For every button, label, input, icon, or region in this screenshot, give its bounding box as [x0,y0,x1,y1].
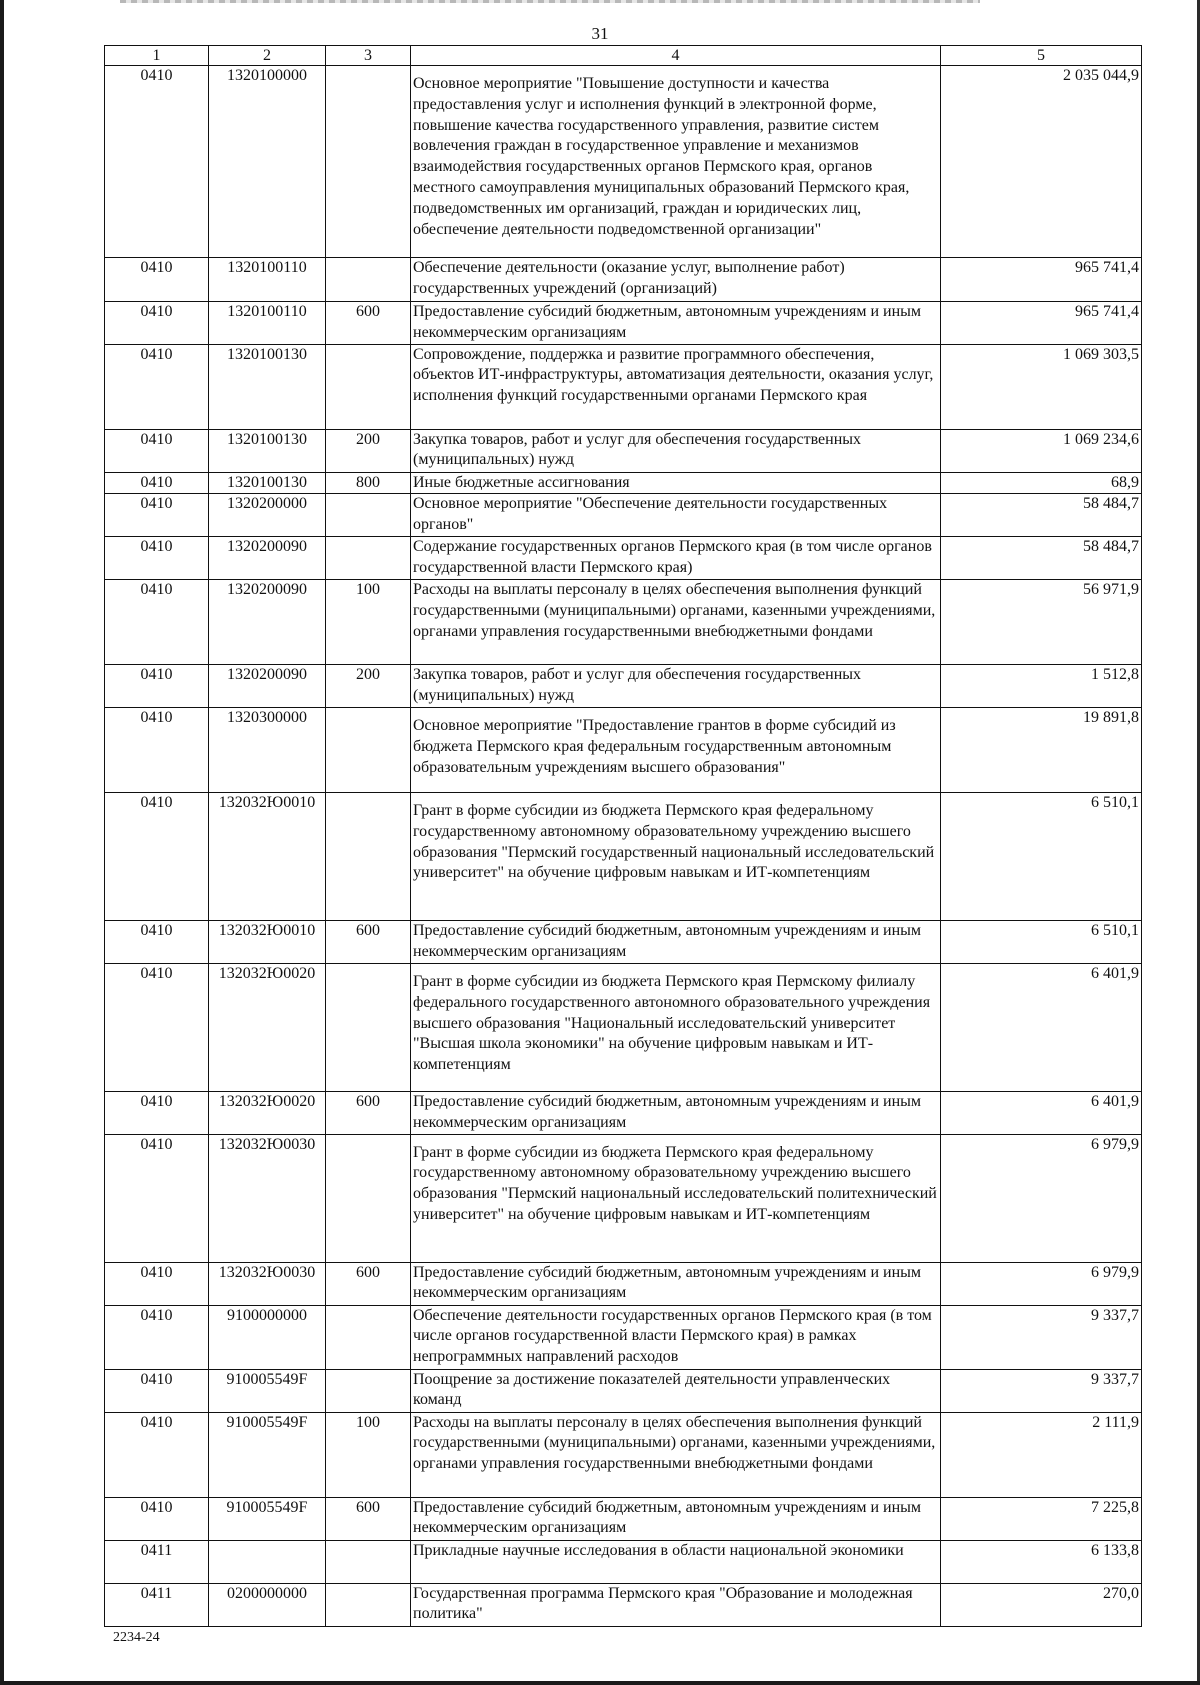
amount-cell [941,302,1142,345]
description: Обеспечение деятельности (оказание услуг, выполнение работ) государственных учреждений (организаций) [413,259,845,297]
amount-cell [941,344,1142,429]
amount: 58 484,7 [1083,495,1139,513]
section-code: 0410 [140,1135,173,1153]
section-code: 0410 [140,964,173,982]
scan-artifact-top [120,0,980,3]
section-code: 0411 [140,1541,173,1559]
section-code-cell [105,66,209,258]
description-cell [411,1305,941,1369]
amount: 6 979,9 [1091,1135,1139,1153]
amount-cell [941,258,1142,302]
amount-cell [941,1540,1142,1583]
table-row [105,792,1142,920]
expense-type-code-cell [326,1091,411,1134]
amount: 9 337,7 [1091,1370,1139,1388]
table-row [105,1134,1142,1262]
section-code-cell [105,344,209,429]
expense-type-code-cell [326,66,411,258]
target-article-code-cell [209,1305,326,1369]
section-code-cell [105,1134,209,1262]
section-code-cell [105,258,209,302]
description: Предоставление субсидий бюджетным, автономным учреждениям и иным некоммерческим организациям [413,1263,922,1302]
table-row [105,66,1142,258]
table-row [105,1540,1142,1583]
expense-type-code-cell [326,472,411,494]
description-cell [411,1134,941,1262]
expense-type-code-cell [326,580,411,665]
table-row [105,1583,1142,1626]
section-code: 0410 [140,793,173,811]
section-code: 0410 [140,67,173,84]
amount-cell [941,494,1142,537]
description: Предоставление субсидий бюджетным, автономным учреждениям и иным некоммерческим организациям [413,1092,922,1131]
amount: 6 510,1 [1091,793,1139,811]
section-code: 0410 [140,666,173,684]
scan-edge-left [0,0,4,1685]
section-code: 0410 [140,1413,173,1431]
table-row [105,920,1142,963]
description: Грант в форме субсидии из бюджета Пермского края Пермскому филиалу федерального государственного автономного образовательного учреждения высшего образования "Национальный исследовательский университет "Высшая школа экономики" на обучение цифровым навыкам и ИТ-компетенциям [413,972,931,1074]
section-code: 0410 [140,473,173,491]
description: Прикладные научные исследования в области национальной экономики [413,1541,904,1559]
expense-type-code-cell [326,537,411,580]
table-row [105,258,1142,302]
target-article-code-cell [209,1412,326,1497]
description-cell [411,258,941,302]
target-article-code-cell [209,537,326,580]
amount-cell [941,963,1142,1091]
target-article-code: 132032Ю0030 [218,1135,316,1153]
page-number: 31 [591,24,609,43]
section-code-cell [105,665,209,708]
description-cell [411,66,941,258]
description-cell [411,472,941,494]
section-code-cell [105,1262,209,1305]
expense-type-code-cell [326,344,411,429]
section-code-cell [105,1369,209,1412]
table-row [105,580,1142,665]
description-cell [411,1369,941,1412]
amount: 270,0 [1103,1584,1139,1602]
description: Расходы на выплаты персоналу в целях обеспечения выполнения функций государственными (муниципальными) органами, казенными учреждениями, органами управления государственными внебюджетными фондами [413,581,936,640]
expense-type-code-cell [326,494,411,537]
section-code-cell [105,1091,209,1134]
target-article-code-cell [209,665,326,708]
expense-type-code-cell [326,258,411,302]
expense-type-code-cell [326,1134,411,1262]
table-body [105,66,1142,1627]
amount-cell [941,66,1142,258]
target-article-code-cell [209,1134,326,1262]
target-article-code: 910005549F [226,1370,308,1388]
expense-type-code: 800 [356,473,380,491]
scan-edge-bottom [0,1681,1200,1685]
amount: 7 225,8 [1091,1498,1139,1516]
amount: 1 512,8 [1091,666,1139,684]
section-code: 0410 [140,345,173,363]
target-article-code-cell [209,66,326,258]
description: Основное мероприятие "Предоставление грантов в форме субсидий из бюджета Пермского края федеральным государственным автономным образовательным учреждениям высшего образования" [413,716,896,776]
target-article-code-cell [209,494,326,537]
description-cell [411,1583,941,1626]
header-col-1: 1 [105,46,209,66]
amount-cell [941,1134,1142,1262]
target-article-code: 1320200090 [227,538,307,556]
description: Основное мероприятие "Повышение доступности и качества предоставления услуг и исполнения функций в электронной форме, повышение качества государственного управления, развитие систем вовлечения граждан в государственное управление и механизмов взаимодействия государственных органов Пермского края, органов местного самоуправления муниципальных образований Пермского края, подведомственных им организаций, граждан и юридических лиц, обеспечение деятельности подведомственной организации" [413,75,910,238]
section-code: 0410 [140,1263,173,1281]
description: Закупка товаров, работ и услуг для обеспечения государственных (муниципальных) нужд [413,666,862,705]
section-code-cell [105,1583,209,1626]
expense-type-code-cell [326,1497,411,1540]
section-code-cell [105,1540,209,1583]
amount-cell [941,920,1142,963]
expense-type-code: 600 [356,1263,380,1281]
amount-cell [941,1091,1142,1134]
section-code: 0410 [140,708,173,726]
table-row [105,1262,1142,1305]
table-row [105,1091,1142,1134]
section-code: 0410 [140,538,173,556]
expense-type-code-cell [326,1369,411,1412]
target-article-code: 132032Ю0010 [218,793,316,811]
amount: 6 401,9 [1091,964,1139,982]
table-row [105,1412,1142,1497]
section-code: 0410 [140,1092,173,1110]
section-code-cell [105,580,209,665]
target-article-code-cell [209,1497,326,1540]
target-article-code: 132032Ю0030 [218,1263,316,1281]
table-row [105,665,1142,708]
amount: 6 979,9 [1091,1263,1139,1281]
target-article-code: 1320200090 [227,581,307,599]
amount-cell [941,580,1142,665]
target-article-code: 910005549F [226,1498,308,1516]
description: Предоставление субсидий бюджетным, автономным учреждениям и иным некоммерческим организациям [413,921,922,960]
target-article-code-cell [209,1583,326,1626]
description-cell [411,1497,941,1540]
target-article-code: 1320100130 [227,345,307,363]
amount-cell [941,1305,1142,1369]
target-article-code: 1320100130 [227,473,307,491]
amount: 2 111,9 [1092,1413,1139,1431]
amount-cell [941,1412,1142,1497]
expense-type-code-cell [326,665,411,708]
amount: 6 510,1 [1091,921,1139,939]
target-article-code: 1320100000 [227,67,307,84]
target-article-code: 1320300000 [227,708,307,726]
expense-type-code-cell [326,302,411,345]
amount-cell [941,665,1142,708]
table-row [105,963,1142,1091]
expense-type-code-cell [326,963,411,1091]
amount: 19 891,8 [1083,708,1139,726]
section-code: 0410 [140,1306,173,1324]
section-code-cell [105,1412,209,1497]
target-article-code: 1320100110 [227,259,307,276]
header-col-4: 4 [411,46,941,66]
header-row [105,46,1142,66]
description-cell [411,344,941,429]
target-article-code: 1320100130 [227,430,307,448]
section-code: 0410 [140,303,173,320]
target-article-code-cell [209,429,326,472]
description: Расходы на выплаты персоналу в целях обеспечения выполнения функций государственными (муниципальными) органами, казенными учреждениями, органами управления государственными внебюджетными фондами [413,1413,936,1473]
description: Сопровождение, поддержка и развитие программного обеспечения, объектов ИТ-инфраструктуры, автоматизация деятельности, оказания услуг, исполнения функций государственными органами Пермского края [413,345,934,405]
target-article-code: 132032Ю0020 [218,964,316,982]
target-article-code: 132032Ю0010 [218,921,316,939]
description: Основное мероприятие "Обеспечение деятельности государственных органов" [413,495,888,534]
section-code-cell [105,472,209,494]
table-row [105,1497,1142,1540]
table-row [105,537,1142,580]
description-cell [411,580,941,665]
target-article-code-cell [209,963,326,1091]
description: Содержание государственных органов Пермского края (в том числе органов государственной власти Пермского края) [413,538,932,577]
target-article-code-cell [209,792,326,920]
description-cell [411,1091,941,1134]
section-code: 0410 [140,1498,173,1516]
amount-cell [941,472,1142,494]
amount-cell [941,1583,1142,1626]
section-code-cell [105,792,209,920]
table-row [105,472,1142,494]
expense-type-code-cell [326,792,411,920]
section-code: 0410 [140,495,173,513]
target-article-code-cell [209,344,326,429]
amount: 2 035 044,9 [1063,67,1139,84]
section-code-cell [105,707,209,792]
description-cell [411,920,941,963]
section-code-cell [105,1497,209,1540]
description: Грант в форме субсидии из бюджета Пермского края федеральному государственному автономному образовательному учреждению высшего образования "Пермский национальный исследовательский политехнический университет" на обучение цифровым навыкам и ИТ-компетенциям [413,1143,937,1223]
target-article-code: 1320200000 [227,495,307,513]
description-cell [411,1412,941,1497]
target-article-code-cell [209,1262,326,1305]
description: Государственная программа Пермского края "Образование и молодежная политика" [413,1584,913,1623]
table-row [105,344,1142,429]
amount-cell [941,1497,1142,1540]
target-article-code-cell [209,1091,326,1134]
section-code-cell [105,1305,209,1369]
target-article-code-cell [209,258,326,302]
amount: 9 337,7 [1091,1306,1139,1324]
expense-type-code-cell [326,1262,411,1305]
header-col-2: 2 [209,46,326,66]
target-article-code: 0200000000 [227,1584,307,1602]
section-code-cell [105,494,209,537]
description: Обеспечение деятельности государственных органов Пермского края (в том числе органов государственной власти Пермского края) в рамках непрограммных направлений расходов [413,1306,932,1366]
amount: 58 484,7 [1083,538,1139,556]
expense-type-code: 100 [356,581,380,599]
section-code-cell [105,920,209,963]
target-article-code: 910005549F [226,1413,308,1431]
target-article-code-cell [209,580,326,665]
amount: 6 133,8 [1091,1541,1139,1559]
table-row [105,1305,1142,1369]
expense-type-code: 600 [356,921,380,939]
amount-cell [941,1369,1142,1412]
description-cell [411,302,941,345]
description: Предоставление субсидий бюджетным, автономным учреждениям и иным некоммерческим организациям [413,303,922,341]
amount: 6 401,9 [1091,1092,1139,1110]
amount: 1 069 303,5 [1063,345,1139,363]
amount: 965 741,4 [1075,259,1139,276]
description-cell [411,665,941,708]
header-col-3: 3 [326,46,411,66]
amount-cell [941,707,1142,792]
table-row [105,1369,1142,1412]
section-code: 0410 [140,259,173,276]
expense-type-code: 100 [356,1413,380,1431]
target-article-code: 9100000000 [227,1306,307,1324]
table-row [105,494,1142,537]
description-cell [411,1540,941,1583]
target-article-code-cell [209,472,326,494]
description: Закупка товаров, работ и услуг для обеспечения государственных (муниципальных) нужд [413,430,862,469]
expense-type-code: 600 [356,303,380,320]
section-code-cell [105,537,209,580]
budget-table [104,45,1142,1627]
expense-type-code: 600 [356,1092,380,1110]
section-code: 0410 [140,581,173,599]
description-cell [411,792,941,920]
section-code-cell [105,963,209,1091]
expense-type-code: 200 [356,666,380,684]
section-code: 0410 [140,430,173,448]
description-cell [411,1262,941,1305]
description: Предоставление субсидий бюджетным, автономным учреждениям и иным некоммерческим организациям [413,1498,922,1537]
target-article-code: 1320200090 [227,666,307,684]
expense-type-code-cell [326,429,411,472]
amount: 965 741,4 [1075,303,1139,320]
amount: 56 971,9 [1083,581,1139,599]
description-cell [411,429,941,472]
description: Грант в форме субсидии из бюджета Пермского края федеральному государственному автономному образовательному учреждению высшего образования "Пермский государственный национальный исследовательский университет" на обучение цифровым навыкам и ИТ-компетенциям [413,801,935,882]
document-code: 2234-24 [113,1630,160,1645]
section-code-cell [105,429,209,472]
expense-type-code-cell [326,920,411,963]
amount: 1 069 234,6 [1063,430,1139,448]
amount-cell [941,537,1142,580]
table-row [105,302,1142,345]
amount-cell [941,792,1142,920]
description-cell [411,537,941,580]
target-article-code-cell [209,920,326,963]
description: Иные бюджетные ассигнования [413,473,630,491]
section-code: 0410 [140,1370,173,1388]
description-cell [411,963,941,1091]
target-article-code-cell [209,1540,326,1583]
expense-type-code-cell [326,1583,411,1626]
target-article-code-cell [209,1369,326,1412]
target-article-code-cell [209,707,326,792]
expense-type-code: 200 [356,430,380,448]
target-article-code: 132032Ю0020 [218,1092,316,1110]
section-code: 0411 [140,1584,173,1602]
table-row [105,707,1142,792]
table-row [105,429,1142,472]
amount-cell [941,429,1142,472]
expense-type-code-cell [326,1305,411,1369]
amount: 68,9 [1111,473,1139,491]
section-code: 0410 [140,921,173,939]
expense-type-code-cell [326,707,411,792]
expense-type-code-cell [326,1412,411,1497]
header-col-5: 5 [941,46,1142,66]
section-code-cell [105,302,209,345]
description-cell [411,707,941,792]
expense-type-code-cell [326,1540,411,1583]
description-cell [411,494,941,537]
target-article-code: 1320100110 [227,303,307,320]
description: Поощрение за достижение показателей деятельности управленческих команд [413,1370,891,1409]
amount-cell [941,1262,1142,1305]
expense-type-code: 600 [356,1498,380,1516]
target-article-code-cell [209,302,326,345]
